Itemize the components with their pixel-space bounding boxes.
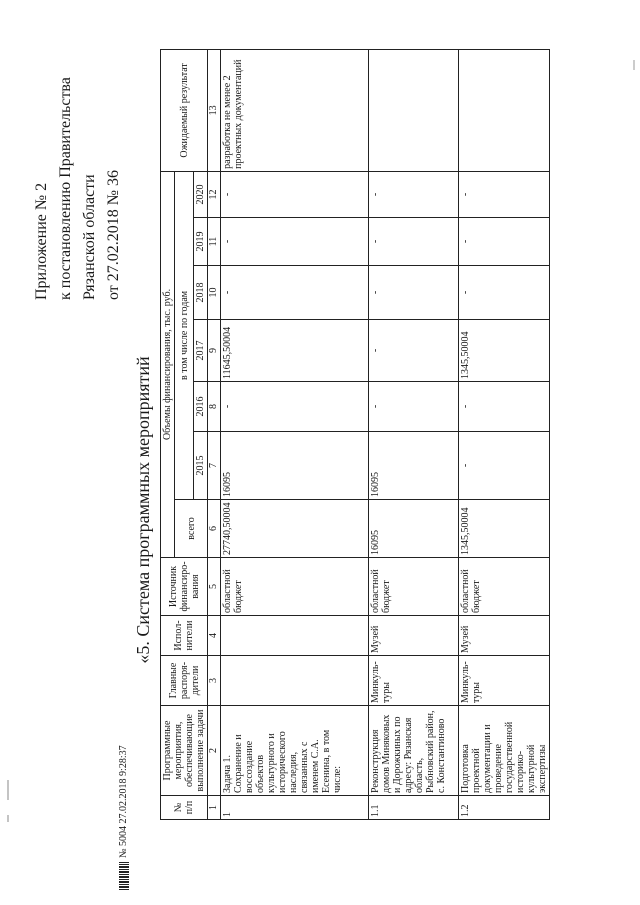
row-source: областной бюджет (369, 558, 459, 616)
column-number: 6 (208, 500, 221, 558)
row-source: областной бюджет (459, 558, 550, 616)
header-result: Ожидаемый результат (161, 49, 208, 171)
row-year-2016: - (459, 382, 550, 432)
row-year-2017: - (369, 320, 459, 382)
row-source: областной бюджет (221, 558, 369, 616)
row-year-2018: - (459, 266, 550, 320)
row-year-2020: - (221, 171, 369, 217)
row-result: разработка не менее 2 проектных документаций (221, 49, 369, 171)
row-year-2019: - (459, 218, 550, 266)
header-source: Источник финансиро-вания (161, 558, 208, 616)
header-measures: Программные мероприятия, обеспечивающие выполнение задачи (161, 706, 208, 796)
column-number: 12 (208, 171, 221, 217)
column-number: 4 (208, 616, 221, 656)
row-total: 16095 (369, 500, 459, 558)
row-executor: Музей (459, 616, 550, 656)
header-year: 2015 (194, 432, 208, 500)
row-num: 1.1 (369, 796, 459, 820)
column-number: 11 (208, 218, 221, 266)
header-volumes: Объемы финансирования, тыс. руб. (161, 171, 175, 557)
row-year-2018: - (221, 266, 369, 320)
header-num: № п/п (161, 796, 208, 820)
column-number: 9 (208, 320, 221, 382)
header-year: 2019 (194, 218, 208, 266)
row-year-2019: - (221, 218, 369, 266)
column-number: 8 (208, 382, 221, 432)
column-number: 3 (208, 656, 221, 706)
header-by-years: в том числе по годам (175, 171, 194, 499)
appendix-region-line: Рязанской области (81, 174, 98, 300)
row-num: 1 (221, 796, 369, 820)
column-number: 10 (208, 266, 221, 320)
header-total: всего (175, 500, 208, 558)
row-year-2018: - (369, 266, 459, 320)
appendix-resolution-line: к постановлению Правительства (57, 77, 74, 300)
row-year-2017: 1345,50004 (459, 320, 550, 382)
header-executors: Испол-нители (161, 616, 208, 656)
section-title: «5. Система программных мероприятий (133, 356, 153, 664)
column-number: 5 (208, 558, 221, 616)
row-manager: Минкуль-туры (459, 656, 550, 706)
appendix-date-line: от 27.02.2018 № 36 (105, 169, 122, 300)
row-manager: Минкуль-туры (369, 656, 459, 706)
row-year-2015: - (459, 432, 550, 500)
row-year-2019: - (369, 218, 459, 266)
row-year-2016: - (369, 382, 459, 432)
header-year: 2016 (194, 382, 208, 432)
row-year-2016: - (221, 382, 369, 432)
row-executor: Музей (369, 616, 459, 656)
header-year: 2018 (194, 266, 208, 320)
column-number: 1 (208, 796, 221, 820)
header-managers: Главные распоря-дители (161, 656, 208, 706)
header-year: 2017 (194, 320, 208, 382)
appendix-number: Приложение № 2 (33, 182, 50, 300)
column-number: 13 (208, 49, 221, 171)
row-year-2017: 11645,50004 (221, 320, 369, 382)
row-measure: Задача 1. Сохранение и воссоздание объектов культурного и исторического наследия, связанных с именем С.А. Есенина, в том числе: (221, 706, 369, 796)
row-total: 1345,50004 (459, 500, 550, 558)
row-year-2015: 16095 (221, 432, 369, 500)
row-measure: Подготовка проектной документации и проведение государственной историко-культурной экспертизы (459, 706, 550, 796)
row-measure: Реконструкция домов Миняковых и Дорожкиных по адресу: Рязанская область, Рыбновский район, с. Константиново (369, 706, 459, 796)
header-year: 2020 (194, 171, 208, 217)
stamp-text: № 5004 27.02.2018 9:28:37 (118, 745, 129, 858)
row-num: 1.2 (459, 796, 550, 820)
row-year-2020: - (459, 171, 550, 217)
row-year-2020: - (369, 171, 459, 217)
row-total: 27740,50004 (221, 500, 369, 558)
column-number: 7 (208, 432, 221, 500)
row-year-2015: 16095 (369, 432, 459, 500)
column-number: 2 (208, 706, 221, 796)
